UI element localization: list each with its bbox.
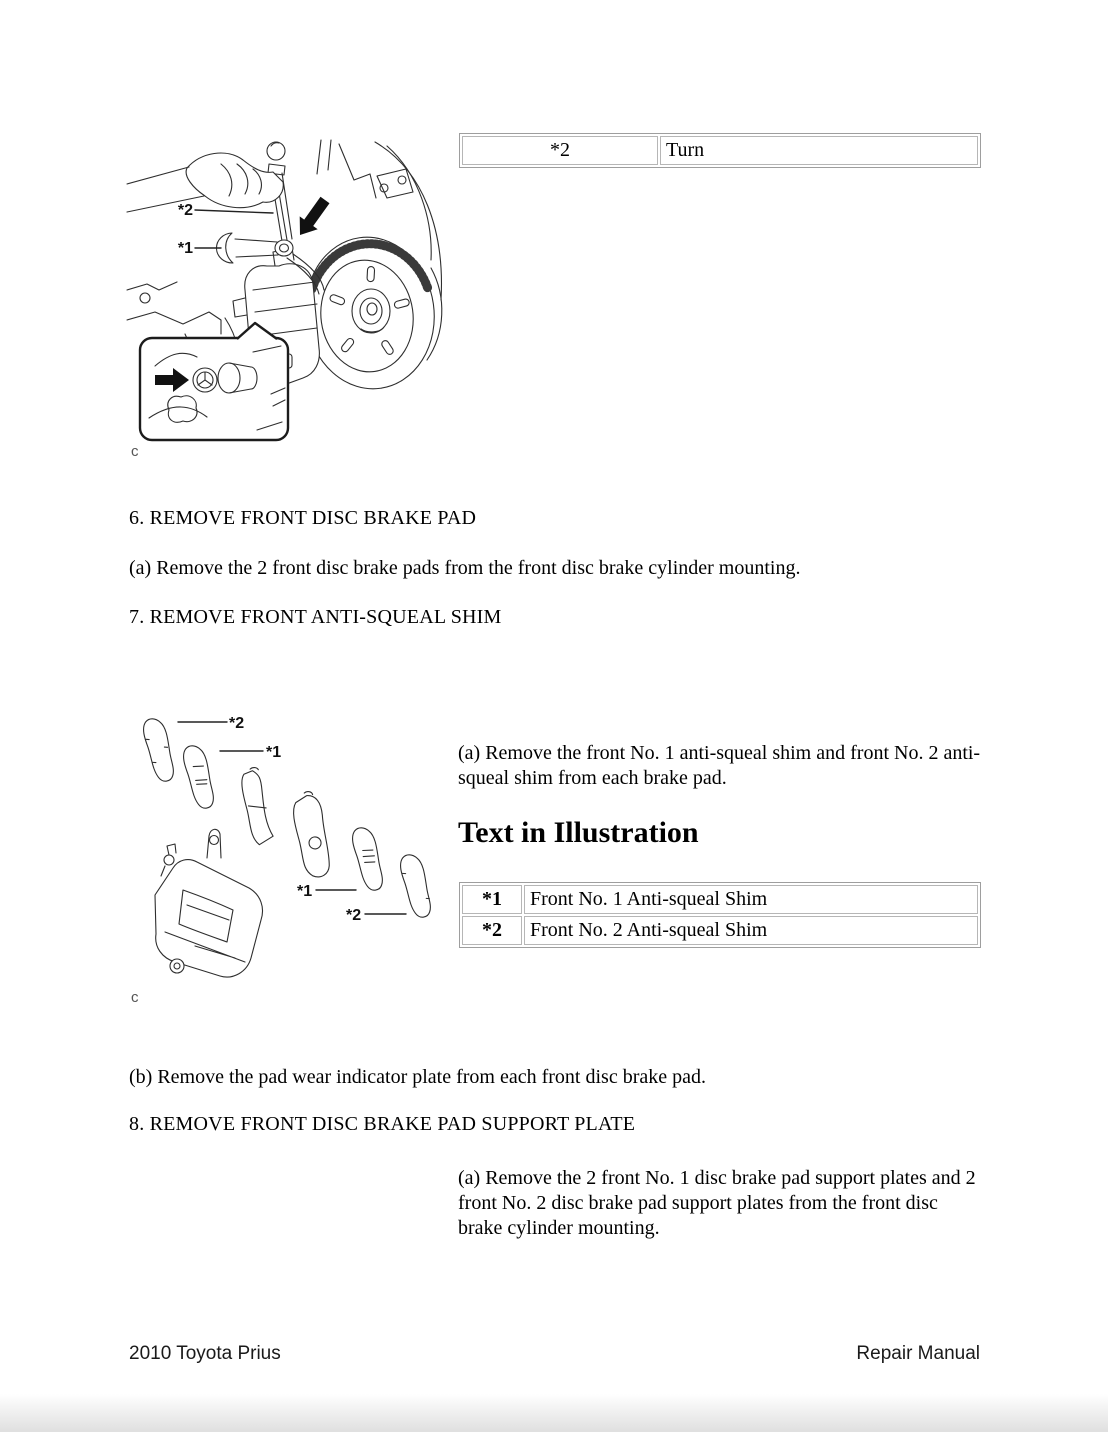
figure2-bottom-label-1: *1 [297,883,313,900]
legend-value-cell: Front No. 1 Anti-squeal Shim [524,885,978,914]
text-in-illustration-heading: Text in Illustration [458,816,699,849]
figure2-bottom-label-2: *2 [346,907,362,924]
step-7-title: 7. REMOVE FRONT ANTI-SQUEAL SHIM [129,606,502,628]
figure-brake-caliper-union [125,138,457,470]
figure-pads-and-shims [125,700,457,1012]
turn-callout-table [459,133,981,168]
legend-key-cell: *2 [462,916,522,945]
figure2-top-label-1: *1 [266,744,282,761]
step-8-title: 8. REMOVE FRONT DISC BRAKE PAD SUPPORT PLATE [129,1113,636,1135]
figure1-lineart [125,138,457,470]
figure2-corner-mark: c [131,989,139,1006]
step-8a-text: (a) Remove the 2 front No. 1 disc brake pad support plates and 2 front No. 2 disc brake pad support plates from the front disc brake cylinder mounting. [458,1167,976,1239]
step-6-title: 6. REMOVE FRONT DISC BRAKE PAD [129,507,477,529]
legend-key-cell: *1 [462,885,522,914]
page-bottom-shadow [0,1394,1108,1432]
callout-value-cell: Turn [660,136,978,165]
step-7b-text: (b) Remove the pad wear indicator plate from each front disc brake pad. [129,1066,706,1088]
legend-value-cell: Front No. 2 Anti-squeal Shim [524,916,978,945]
illustration-legend-table [459,882,981,948]
step-6a-text: (a) Remove the 2 front disc brake pads from the front disc brake cylinder mounting. [129,557,801,579]
figure1-label-1: *1 [177,240,193,257]
table-row [462,916,978,945]
footer-right-text: Repair Manual [856,1343,980,1364]
down-arrow-icon [300,197,330,235]
figure2-top-label-2: *2 [229,715,245,732]
table-row [462,136,978,165]
callout-key-cell: *2 [462,136,658,165]
footer-left-text: 2010 Toyota Prius [129,1343,281,1364]
step-7a-text: (a) Remove the front No. 1 anti-squeal shim and front No. 2 anti-squeal shim from each brake pad. [458,742,981,789]
figure1-corner-mark: c [131,443,139,460]
page-footer [129,1343,980,1365]
table-row [462,885,978,914]
figure2-lineart [125,700,457,1012]
figure1-label-2: *2 [177,202,193,219]
